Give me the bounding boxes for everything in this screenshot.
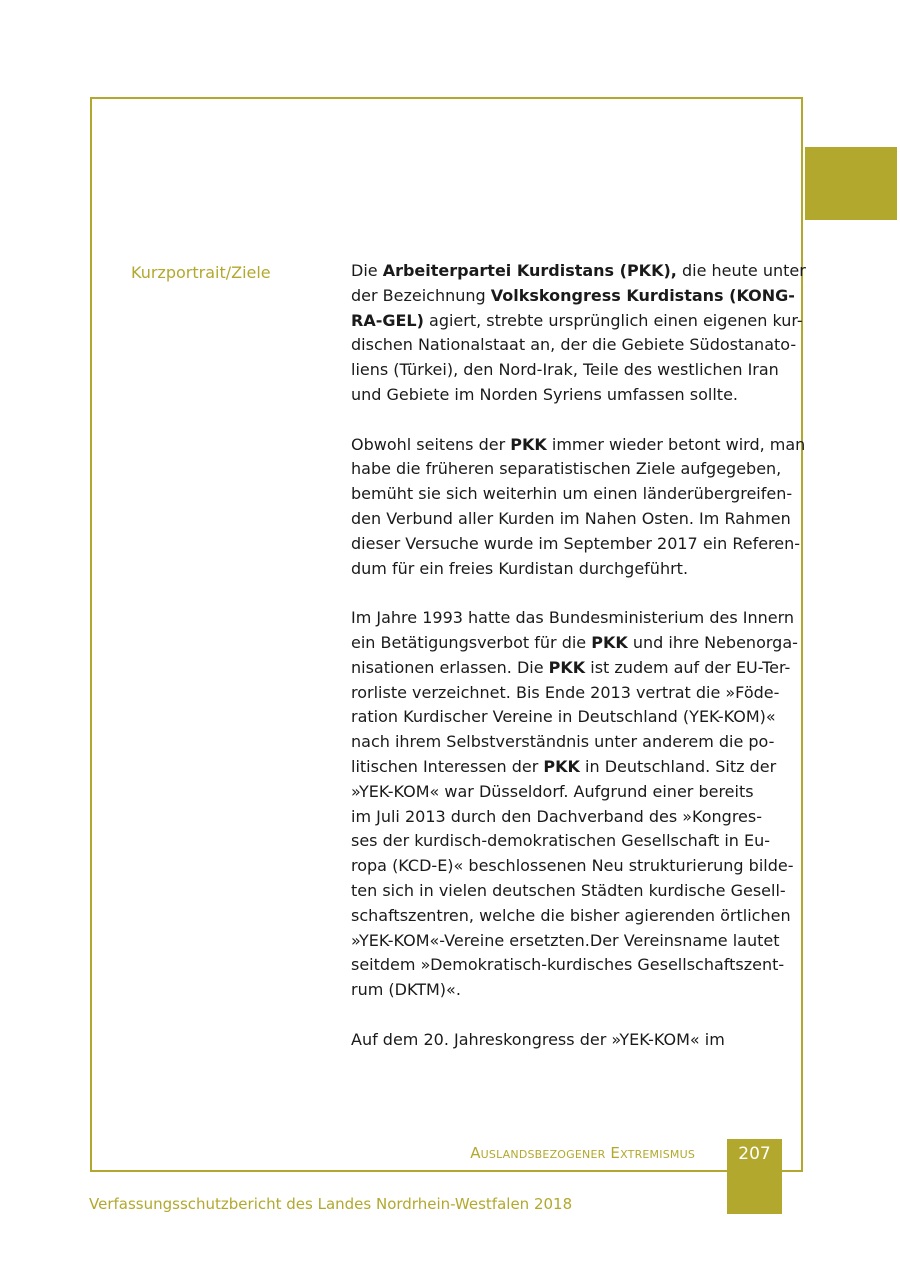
text-run: nisationen erlassen. Die — [351, 657, 549, 677]
text-run: ration Kurdischer Vereine in Deutschland (YEK-KOM)« — [351, 707, 776, 727]
text-line — [351, 929, 779, 954]
text-line — [351, 755, 779, 780]
text-line — [351, 457, 782, 482]
text-line — [351, 978, 779, 1003]
text-run: immer wieder betont wird, man — [546, 434, 806, 454]
text-line — [351, 309, 803, 334]
text-line — [351, 333, 797, 358]
text-run: im Juli 2013 durch den Dachverband des »Kongres- — [351, 806, 762, 826]
paragraph — [351, 606, 798, 1003]
text-run: ses der kurdisch-demokratischen Gesellschaft in Eu- — [351, 831, 771, 851]
text-line — [351, 557, 779, 582]
text-run: dischen Nationalstaat an, der die Gebiete Südostanato- — [351, 335, 797, 355]
bold-term: Volkskongress Kurdistans (KONG- — [490, 285, 795, 305]
text-line — [351, 631, 798, 656]
text-run: die heute unter — [676, 261, 806, 280]
paragraph-gap — [351, 1003, 779, 1028]
text-line — [351, 681, 779, 706]
text-line — [351, 904, 791, 929]
text-run: Die — [351, 261, 383, 280]
text-line — [351, 854, 794, 879]
text-line — [351, 780, 779, 805]
section-side-label: Kurzportrait/Ziele — [131, 263, 271, 282]
text-run: bemüht sie sich weiterhin um einen länderübergreifen- — [351, 484, 793, 504]
body-text — [351, 259, 806, 1053]
bold-term: PKK — [543, 756, 580, 776]
paragraph — [351, 1028, 779, 1053]
text-line — [351, 383, 779, 408]
text-run: ten sich in vielen deutschen Städten kurdische Gesell- — [351, 880, 786, 900]
text-run: ein Betätigungsverbot für die — [351, 632, 592, 652]
text-run: »YEK-KOM«-Vereine ersetzten.Der Vereinsname lautet — [351, 930, 780, 950]
bold-term: PKK — [548, 657, 586, 677]
text-line — [351, 1028, 779, 1053]
text-run: dieser Versuche wurde im September 2017 ein Referen- — [351, 533, 801, 553]
chapter-tab — [805, 147, 897, 220]
text-run: agiert, strebte ursprünglich einen eigenen kur- — [423, 310, 803, 330]
text-line — [351, 879, 786, 904]
text-line — [351, 358, 779, 383]
text-run: in Deutschland. Sitz der — [579, 756, 777, 776]
text-run: schaftszentren, welche die bisher agierenden örtlichen — [351, 905, 791, 925]
text-run: und ihre Nebenorga- — [627, 632, 798, 652]
text-run: ropa (KCD-E)« beschlossenen Neu strukturierung bilde- — [351, 856, 794, 876]
text-run: dum für ein freies Kurdistan durchgeführt. — [351, 558, 689, 578]
bold-term: PKK — [510, 434, 547, 454]
text-line — [351, 507, 791, 532]
bold-term: Arbeiterpartei Kurdistans (PKK), — [382, 261, 677, 280]
paragraph-gap — [351, 581, 779, 606]
text-run: Obwohl seitens der — [351, 434, 511, 454]
text-line — [351, 730, 779, 755]
text-line — [351, 953, 785, 978]
text-run: Auf dem 20. Jahreskongress der »YEK-KOM« im — [351, 1029, 725, 1049]
paragraph — [351, 433, 806, 582]
text-line — [351, 482, 793, 507]
running-footer-title: Auslandsbezogener Extremismus — [470, 1144, 695, 1162]
text-run: rorliste verzeichnet. Bis Ende 2013 vertrat die »Föde- — [351, 682, 780, 702]
text-run: seitdem »Demokratisch-kurdisches Gesellschaftszent- — [351, 955, 785, 975]
text-line — [351, 805, 779, 830]
publication-footer: Verfassungsschutzbericht des Landes Nordrhein-Westfalen 2018 — [89, 1195, 573, 1213]
paragraph-gap — [351, 408, 779, 433]
text-line — [351, 829, 779, 854]
text-run: »YEK-KOM« war Düsseldorf. Aufgrund einer bereits — [351, 781, 754, 801]
text-run: rum (DKTM)«. — [351, 980, 461, 1000]
text-run: den Verbund aller Kurden im Nahen Osten. Im Rahmen — [351, 508, 791, 528]
paragraph — [351, 259, 806, 408]
text-run: nach ihrem Selbstverständnis unter anderem die po- — [351, 732, 775, 752]
text-line — [351, 433, 806, 458]
bold-term: PKK — [591, 632, 628, 652]
page-number-box — [727, 1139, 782, 1214]
text-run: liens (Türkei), den Nord-Irak, Teile des westlichen Iran — [351, 360, 779, 380]
text-line — [351, 705, 779, 730]
text-line — [351, 606, 795, 631]
text-line — [351, 284, 795, 309]
text-line — [351, 656, 791, 681]
text-run: habe die früheren separatistischen Ziele aufgegeben, — [351, 459, 782, 479]
text-run: litischen Interessen der — [351, 756, 544, 776]
text-line — [351, 259, 806, 284]
text-run: und Gebiete im Norden Syriens umfassen sollte. — [351, 384, 738, 404]
text-run: Im Jahre 1993 hatte das Bundesministerium des Innern — [351, 608, 795, 628]
page-number: 207 — [738, 1144, 771, 1164]
text-run: ist zudem auf der EU-Ter- — [585, 657, 791, 677]
text-line — [351, 532, 801, 557]
bold-term: RA-GEL) — [351, 310, 424, 330]
text-run: der Bezeichnung — [351, 285, 491, 305]
